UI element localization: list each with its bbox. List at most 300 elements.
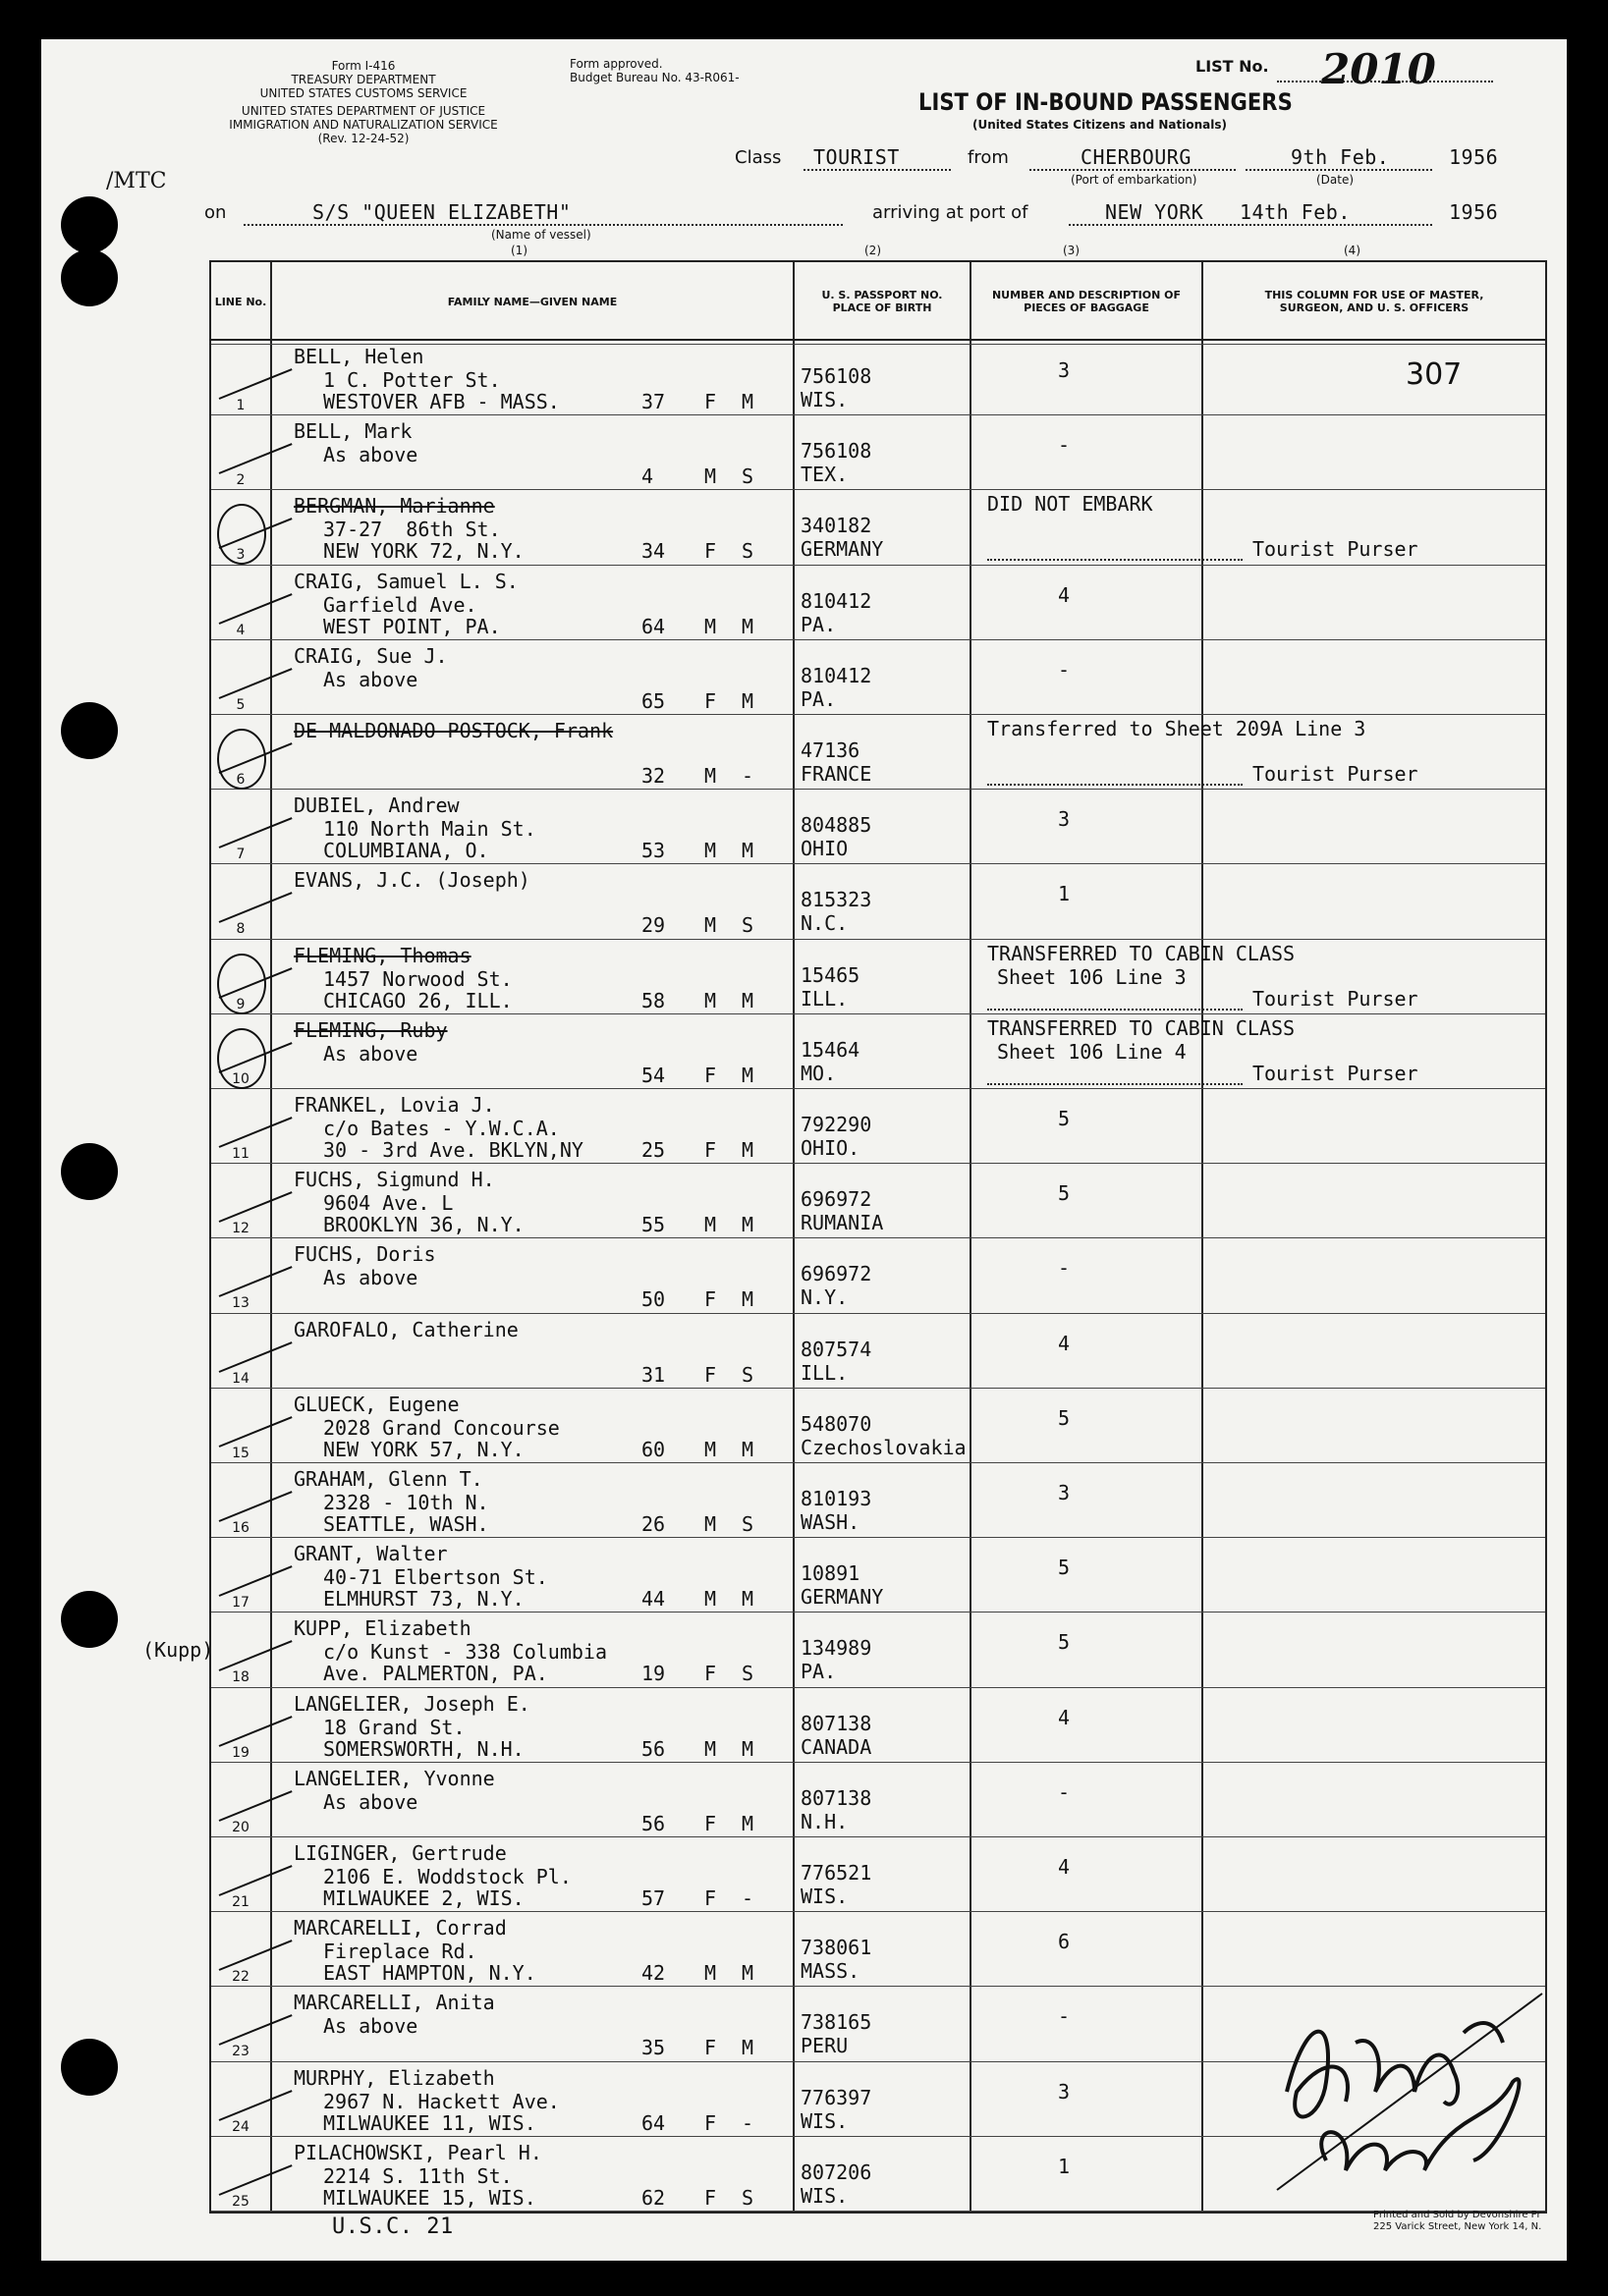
age: 34 bbox=[641, 539, 666, 564]
marital-status: S bbox=[742, 539, 754, 564]
officer-note: 307 bbox=[1406, 357, 1463, 392]
age: 56 bbox=[641, 1811, 666, 1835]
passenger-name: BELL, Mark bbox=[294, 419, 413, 444]
line-number: 5 bbox=[236, 696, 246, 713]
dots bbox=[1069, 224, 1432, 226]
line-number: 1 bbox=[236, 398, 246, 413]
passenger-name: EVANS, J.C. (Joseph) bbox=[294, 868, 530, 893]
baggage-note: Sheet 106 Line 4 bbox=[997, 1039, 1187, 1064]
table-row bbox=[211, 1164, 1545, 1238]
date-caption: (Date) bbox=[1316, 173, 1355, 187]
marital-status: S bbox=[742, 1362, 754, 1387]
col-number-1: (1) bbox=[511, 244, 527, 257]
table-row bbox=[211, 490, 1545, 565]
marital-status: M bbox=[742, 988, 754, 1012]
passport-number: 810412 bbox=[801, 663, 872, 687]
passport-number: 47136 bbox=[801, 738, 860, 762]
age: 4 bbox=[641, 465, 654, 489]
sex: M bbox=[704, 1736, 717, 1761]
line-number: 21 bbox=[232, 1894, 250, 1910]
address-line-1: c/o Kunst - 338 Columbia bbox=[323, 1640, 607, 1665]
alias-note: (Kupp) bbox=[142, 1638, 214, 1663]
baggage: - bbox=[1058, 433, 1071, 458]
table-row bbox=[211, 1763, 1545, 1837]
officer-note: Tourist Purser bbox=[1252, 537, 1418, 562]
baggage: 5 bbox=[1058, 1107, 1071, 1130]
line-number: 9 bbox=[236, 996, 246, 1012]
baggage: 3 bbox=[1058, 1481, 1071, 1504]
marital-status: S bbox=[742, 1512, 754, 1536]
line-number: 11 bbox=[232, 1146, 250, 1162]
passenger-name: DUBIEL, Andrew bbox=[294, 793, 460, 818]
table-row bbox=[211, 1089, 1545, 1164]
age: 62 bbox=[641, 2185, 666, 2210]
baggage: 5 bbox=[1058, 1630, 1071, 1655]
table-row bbox=[211, 640, 1545, 715]
line-number: 10 bbox=[232, 1070, 250, 1087]
list-label: LIST No. bbox=[1195, 57, 1269, 76]
table-row bbox=[211, 940, 1545, 1014]
baggage: DID NOT EMBARK bbox=[987, 492, 1153, 517]
table-row bbox=[211, 790, 1545, 864]
baggage: 1 bbox=[1058, 882, 1071, 906]
sex: M bbox=[704, 1512, 717, 1536]
table-row bbox=[211, 715, 1545, 790]
age: 50 bbox=[641, 1287, 666, 1312]
baggage: 3 bbox=[1058, 358, 1071, 382]
place-of-birth: FRANCE bbox=[801, 762, 872, 786]
line-number: 19 bbox=[232, 1744, 250, 1761]
check-mark bbox=[219, 2090, 293, 2121]
check-mark bbox=[219, 368, 293, 400]
sex: F bbox=[704, 1886, 717, 1910]
class-value: TOURIST bbox=[813, 145, 900, 169]
address-line-2: MILWAUKEE 15, WIS. bbox=[323, 2185, 536, 2210]
passenger-name: FLEMING, Ruby bbox=[294, 1017, 448, 1042]
sex: M bbox=[704, 1213, 717, 1237]
address-line-1: As above bbox=[323, 1266, 418, 1290]
address-line-1: 37-27 86th St. bbox=[323, 518, 501, 542]
check-mark bbox=[219, 1416, 293, 1448]
passport-number: 15465 bbox=[801, 962, 860, 987]
sex: F bbox=[704, 2185, 717, 2210]
age: 19 bbox=[641, 1662, 666, 1686]
place-of-birth: GERMANY bbox=[801, 1585, 884, 1610]
from-label: from bbox=[968, 147, 1009, 168]
address-line-2: MILWAUKEE 2, WIS. bbox=[323, 1886, 525, 1910]
punch-hole bbox=[61, 2039, 118, 2096]
dots bbox=[1029, 169, 1236, 171]
address-line-2: CHICAGO 26, ILL. bbox=[323, 988, 513, 1012]
age: 56 bbox=[641, 1736, 666, 1761]
sex: F bbox=[704, 1362, 717, 1387]
address-line-2: EAST HAMPTON, N.Y. bbox=[323, 1961, 536, 1986]
passport-number: 776521 bbox=[801, 1861, 872, 1885]
line-number: 25 bbox=[232, 2193, 250, 2210]
marital-status: S bbox=[742, 2185, 754, 2210]
baggage: 1 bbox=[1058, 2154, 1071, 2178]
address-line-2: NEW YORK 72, N.Y. bbox=[323, 539, 525, 564]
marital-status: M bbox=[742, 688, 754, 713]
officer-signature bbox=[1267, 1974, 1552, 2200]
address-line-2: BROOKLYN 36, N.Y. bbox=[323, 1213, 525, 1237]
baggage: 5 bbox=[1058, 1556, 1071, 1580]
margin-note: /MTC bbox=[106, 169, 167, 193]
place-of-birth: MASS. bbox=[801, 1959, 860, 1984]
passport-number: 340182 bbox=[801, 514, 872, 538]
officer-note: Tourist Purser bbox=[1252, 986, 1418, 1011]
vessel-caption: (Name of vessel) bbox=[491, 228, 591, 242]
printer-line-2: 225 Varick Street, New York 14, N. bbox=[1373, 2221, 1542, 2232]
table-row bbox=[211, 1238, 1545, 1313]
passenger-table bbox=[142, 260, 1547, 2214]
passenger-name: MURPHY, Elizabeth bbox=[294, 2065, 495, 2090]
form-approved: Form approved. bbox=[570, 57, 663, 71]
marital-status: M bbox=[742, 1287, 754, 1312]
address-line-1: 2967 N. Hackett Ave. bbox=[323, 2089, 560, 2113]
baggage: 4 bbox=[1058, 1705, 1071, 1729]
line-number: 4 bbox=[236, 622, 246, 638]
address-line-1: 40-71 Elbertson St. bbox=[323, 1565, 548, 1590]
age: 64 bbox=[641, 614, 666, 638]
sex: F bbox=[704, 2110, 717, 2135]
sex: F bbox=[704, 390, 717, 413]
address-line-2: SEATTLE, WASH. bbox=[323, 1512, 489, 1536]
place-of-birth: PA. bbox=[801, 1660, 837, 1684]
port-of-arrival: NEW YORK bbox=[1105, 200, 1204, 224]
check-mark bbox=[219, 1940, 293, 1971]
marital-status: M bbox=[742, 1736, 754, 1761]
table-row bbox=[211, 1837, 1545, 1912]
passenger-name: BELL, Helen bbox=[294, 345, 424, 368]
marital-status: M bbox=[742, 1138, 754, 1162]
line-circle bbox=[217, 729, 266, 790]
table-row bbox=[211, 1463, 1545, 1538]
sex: F bbox=[704, 688, 717, 713]
check-mark bbox=[219, 1341, 293, 1373]
line-number: 6 bbox=[236, 772, 246, 788]
address-line-1: 2328 - 10th N. bbox=[323, 1491, 489, 1514]
punch-hole bbox=[61, 702, 118, 759]
address-line-1: 18 Grand St. bbox=[323, 1715, 466, 1739]
sex: M bbox=[704, 839, 717, 863]
marital-status: S bbox=[742, 465, 754, 489]
table-row bbox=[211, 341, 1545, 415]
sex: F bbox=[704, 1138, 717, 1162]
port-of-embarkation: CHERBOURG bbox=[1081, 145, 1192, 169]
place-of-birth: N.C. bbox=[801, 911, 849, 936]
passport-number: 810412 bbox=[801, 588, 872, 613]
age: 25 bbox=[641, 1138, 666, 1162]
date-of-embarkation: 9th Feb. bbox=[1291, 145, 1390, 169]
place-of-birth: WIS. bbox=[801, 2108, 849, 2133]
passenger-name: GAROFALO, Catherine bbox=[294, 1317, 519, 1341]
address-line-2: WESTOVER AFB - MASS. bbox=[323, 390, 560, 413]
check-mark bbox=[219, 1865, 293, 1896]
punch-hole bbox=[61, 1591, 118, 1648]
ins: IMMIGRATION AND NATURALIZATION SERVICE bbox=[229, 118, 498, 132]
passport-number: 696972 bbox=[801, 1187, 872, 1212]
officer-note: Tourist Purser bbox=[1252, 762, 1418, 786]
place-of-birth: GERMANY bbox=[801, 537, 884, 562]
address-line-1: 9604 Ave. L bbox=[323, 1191, 454, 1216]
passport-number: 756108 bbox=[801, 364, 872, 388]
passport-number: 548070 bbox=[801, 1411, 872, 1436]
passport-number: 134989 bbox=[801, 1636, 872, 1661]
passport-number: 738165 bbox=[801, 2010, 872, 2035]
col-number-3: (3) bbox=[1063, 244, 1080, 257]
marital-status: M bbox=[742, 1437, 754, 1461]
row-rule bbox=[211, 2211, 1545, 2212]
arriving-label: arriving at port of bbox=[872, 202, 1028, 223]
place-of-birth: RUMANIA bbox=[801, 1211, 884, 1235]
sex: F bbox=[704, 2036, 717, 2060]
col-header-officers: THIS COLUMN FOR USE OF MASTER, SURGEON, AND U. S. OFFICERS bbox=[1264, 289, 1484, 314]
col-number-2: (2) bbox=[864, 244, 881, 257]
col-header-name: FAMILY NAME—GIVEN NAME bbox=[447, 295, 618, 308]
marital-status: M bbox=[742, 1213, 754, 1237]
line-number: 8 bbox=[236, 921, 246, 938]
table-row bbox=[211, 1538, 1545, 1613]
printer-note bbox=[1373, 2210, 1541, 2233]
col-header-line: LINE No. bbox=[214, 295, 267, 308]
place-of-birth: OHIO bbox=[801, 837, 849, 861]
address-line-2: COLUMBIANA, O. bbox=[323, 839, 489, 863]
page-subtitle: (United States Citizens and Nationals) bbox=[972, 118, 1227, 132]
marital-status: M bbox=[742, 390, 754, 413]
check-mark bbox=[219, 1117, 293, 1148]
place-of-birth: WIS. bbox=[801, 388, 849, 411]
punch-hole bbox=[61, 196, 118, 253]
age: 60 bbox=[641, 1437, 666, 1461]
vessel-name: S/S "QUEEN ELIZABETH" bbox=[312, 200, 572, 224]
age: 32 bbox=[641, 764, 666, 788]
place-of-birth: TEX. bbox=[801, 463, 849, 487]
year-embark: 1956 bbox=[1449, 145, 1499, 169]
passport-number: 804885 bbox=[801, 813, 872, 838]
age: 31 bbox=[641, 1362, 666, 1387]
place-of-birth: OHIO. bbox=[801, 1136, 860, 1160]
place-of-birth: N.H. bbox=[801, 1809, 849, 1833]
place-of-birth: WIS. bbox=[801, 2183, 849, 2208]
officer-note: Tourist Purser bbox=[1252, 1061, 1418, 1085]
budget-bureau: Budget Bureau No. 43-R061- bbox=[570, 71, 740, 84]
age: 37 bbox=[641, 390, 666, 413]
age: 44 bbox=[641, 1587, 666, 1612]
age: 35 bbox=[641, 2036, 666, 2060]
check-mark bbox=[219, 443, 293, 474]
sex: M bbox=[704, 1587, 717, 1612]
passenger-name: MARCARELLI, Anita bbox=[294, 1991, 495, 2015]
baggage: Transferred to Sheet 209A Line 3 bbox=[987, 717, 1366, 740]
table-row bbox=[211, 1389, 1545, 1463]
address-line-1: 2028 Grand Concourse bbox=[323, 1415, 560, 1440]
dots bbox=[804, 169, 951, 171]
baggage: 5 bbox=[1058, 1181, 1071, 1206]
line-number: 14 bbox=[232, 1370, 250, 1387]
page-title: LIST OF IN-BOUND PASSENGERS bbox=[918, 88, 1293, 116]
marital-status: M bbox=[742, 1961, 754, 1986]
age: 65 bbox=[641, 688, 666, 713]
age: 26 bbox=[641, 1512, 666, 1536]
passport-number: 807138 bbox=[801, 1711, 872, 1735]
table-row bbox=[142, 1613, 1545, 1687]
line-number: 24 bbox=[232, 2118, 250, 2135]
passenger-name: KUPP, Elizabeth bbox=[294, 1616, 471, 1641]
line-number: 20 bbox=[232, 1819, 250, 1835]
marital-status: - bbox=[742, 1886, 754, 1910]
passport-number: 807138 bbox=[801, 1785, 872, 1810]
table-row bbox=[211, 1688, 1545, 1763]
age: 54 bbox=[641, 1063, 666, 1087]
passenger-name: DE MALDONADO-POSTOCK, Frank bbox=[294, 719, 614, 742]
class-label: Class bbox=[735, 147, 782, 168]
age: 42 bbox=[641, 1961, 666, 1986]
marital-status: M bbox=[742, 839, 754, 863]
passenger-name: LANGELIER, Joseph E. bbox=[294, 1691, 530, 1716]
passenger-name: PILACHOWSKI, Pearl H. bbox=[294, 2140, 542, 2164]
check-mark bbox=[219, 1640, 293, 1671]
line-circle bbox=[217, 1028, 266, 1089]
baggage: 4 bbox=[1058, 582, 1071, 607]
address-line-2: WEST POINT, PA. bbox=[323, 614, 501, 638]
sex: F bbox=[704, 539, 717, 564]
passenger-name: MARCARELLI, Corrad bbox=[294, 1916, 507, 1941]
check-mark bbox=[219, 1266, 293, 1297]
line-number: 3 bbox=[236, 547, 246, 564]
place-of-birth: N.Y. bbox=[801, 1285, 849, 1310]
dots bbox=[244, 224, 843, 226]
address-line-1: 2106 E. Woddstock Pl. bbox=[323, 1865, 572, 1888]
col-header-baggage: NUMBER AND DESCRIPTION OF PIECES OF BAGGAGE bbox=[991, 289, 1182, 314]
passport-number: 792290 bbox=[801, 1113, 872, 1136]
place-of-birth: PA. bbox=[801, 612, 837, 636]
sex: M bbox=[704, 1437, 717, 1461]
baggage: 4 bbox=[1058, 1855, 1071, 1879]
dots bbox=[1246, 169, 1432, 171]
sex: M bbox=[704, 1961, 717, 1986]
punch-hole bbox=[61, 1143, 118, 1200]
place-of-birth: MO. bbox=[801, 1061, 837, 1085]
passenger-name: GRAHAM, Glenn T. bbox=[294, 1467, 483, 1491]
sex: M bbox=[704, 913, 717, 938]
check-mark bbox=[219, 1491, 293, 1522]
address-line-1: As above bbox=[323, 1041, 418, 1066]
age: 55 bbox=[641, 1213, 666, 1237]
baggage: - bbox=[1058, 1256, 1071, 1281]
passport-number: 756108 bbox=[801, 439, 872, 464]
marital-status: M bbox=[742, 614, 754, 638]
dotted-line bbox=[987, 1083, 1243, 1085]
marital-status: M bbox=[742, 2036, 754, 2060]
line-number: 12 bbox=[232, 1221, 250, 1237]
port-embark-caption: (Port of embarkation) bbox=[1071, 173, 1197, 187]
address-line-1: 1 C. Potter St. bbox=[323, 368, 501, 392]
passenger-name: CRAIG, Sue J. bbox=[294, 643, 448, 668]
passport-number: 815323 bbox=[801, 888, 872, 912]
check-mark bbox=[219, 2164, 293, 2196]
check-mark bbox=[219, 1790, 293, 1822]
passenger-name: CRAIG, Samuel L. S. bbox=[294, 569, 519, 593]
address-line-1: As above bbox=[323, 667, 418, 691]
baggage: 3 bbox=[1058, 807, 1071, 832]
passenger-name: GLUECK, Eugene bbox=[294, 1392, 460, 1416]
form-number-block bbox=[216, 59, 511, 145]
revision: (Rev. 12-24-52) bbox=[317, 132, 410, 145]
address-line-2: MILWAUKEE 11, WIS. bbox=[323, 2110, 536, 2135]
passenger-name: BERGMAN, Marianne bbox=[294, 494, 495, 519]
marital-status: S bbox=[742, 913, 754, 938]
sex: M bbox=[704, 465, 717, 489]
sex: M bbox=[704, 988, 717, 1012]
passenger-name: LANGELIER, Yvonne bbox=[294, 1766, 495, 1790]
table-row bbox=[211, 1314, 1545, 1389]
baggage-note: Sheet 106 Line 3 bbox=[997, 964, 1187, 989]
passenger-name: GRANT, Walter bbox=[294, 1542, 448, 1566]
age: 58 bbox=[641, 988, 666, 1012]
passport-number: 807574 bbox=[801, 1337, 872, 1361]
list-number: 2010 bbox=[1321, 45, 1436, 93]
address-line-2: 30 - 3rd Ave. BKLYN,NY bbox=[323, 1138, 583, 1162]
baggage: 5 bbox=[1058, 1405, 1071, 1430]
check-mark bbox=[219, 668, 293, 699]
address-line-1: As above bbox=[323, 1789, 418, 1814]
address-line-2: Ave. PALMERTON, PA. bbox=[323, 1662, 548, 1686]
address-line-2: ELMHURST 73, N.Y. bbox=[323, 1587, 525, 1612]
address-line-1: As above bbox=[323, 443, 418, 467]
check-mark bbox=[219, 1191, 293, 1223]
printer-line-1: Printed and Sold by Devonshire Pr bbox=[1373, 2210, 1541, 2220]
marital-status: - bbox=[742, 2110, 754, 2135]
line-number: 13 bbox=[232, 1295, 250, 1312]
check-mark bbox=[219, 1565, 293, 1597]
marital-status: - bbox=[742, 764, 754, 788]
age: 29 bbox=[641, 913, 666, 938]
line-number: 2 bbox=[236, 472, 246, 489]
form-number: Form I-416 bbox=[331, 59, 396, 73]
customs-service: UNITED STATES CUSTOMS SERVICE bbox=[259, 86, 468, 100]
table-row bbox=[211, 864, 1545, 939]
doj: UNITED STATES DEPARTMENT OF JUSTICE bbox=[241, 104, 486, 118]
check-mark bbox=[219, 892, 293, 923]
passenger-name: FLEMING, Thomas bbox=[294, 943, 471, 967]
treasury-dept: TREASURY DEPARTMENT bbox=[291, 73, 436, 86]
line-number: 17 bbox=[232, 1595, 250, 1612]
place-of-birth: Czechoslovakia bbox=[801, 1435, 967, 1459]
passport-number: 738061 bbox=[801, 1936, 872, 1960]
sex: F bbox=[704, 1287, 717, 1312]
baggage: 4 bbox=[1058, 1331, 1071, 1355]
line-number: 18 bbox=[232, 1669, 250, 1686]
address-line-1: 2214 S. 11th St. bbox=[323, 2163, 513, 2188]
address-line-1: 1457 Norwood St. bbox=[323, 966, 513, 991]
marital-status: M bbox=[742, 1811, 754, 1835]
dotted-line bbox=[987, 784, 1243, 786]
baggage: - bbox=[1058, 2004, 1071, 2029]
place-of-birth: WIS. bbox=[801, 1885, 849, 1908]
table-row bbox=[211, 415, 1545, 490]
baggage: TRANSFERRED TO CABIN CLASS bbox=[987, 1015, 1296, 1040]
passport-number: 810193 bbox=[801, 1487, 872, 1510]
baggage: 3 bbox=[1058, 2079, 1071, 2104]
address-line-2: SOMERSWORTH, N.H. bbox=[323, 1736, 525, 1761]
year-arrive: 1956 bbox=[1449, 200, 1499, 224]
dotted-line bbox=[987, 559, 1243, 561]
approval-block bbox=[570, 57, 740, 84]
place-of-birth: WASH. bbox=[801, 1510, 860, 1534]
passport-number: 807206 bbox=[801, 2159, 872, 2184]
passport-number: 15464 bbox=[801, 1037, 860, 1062]
